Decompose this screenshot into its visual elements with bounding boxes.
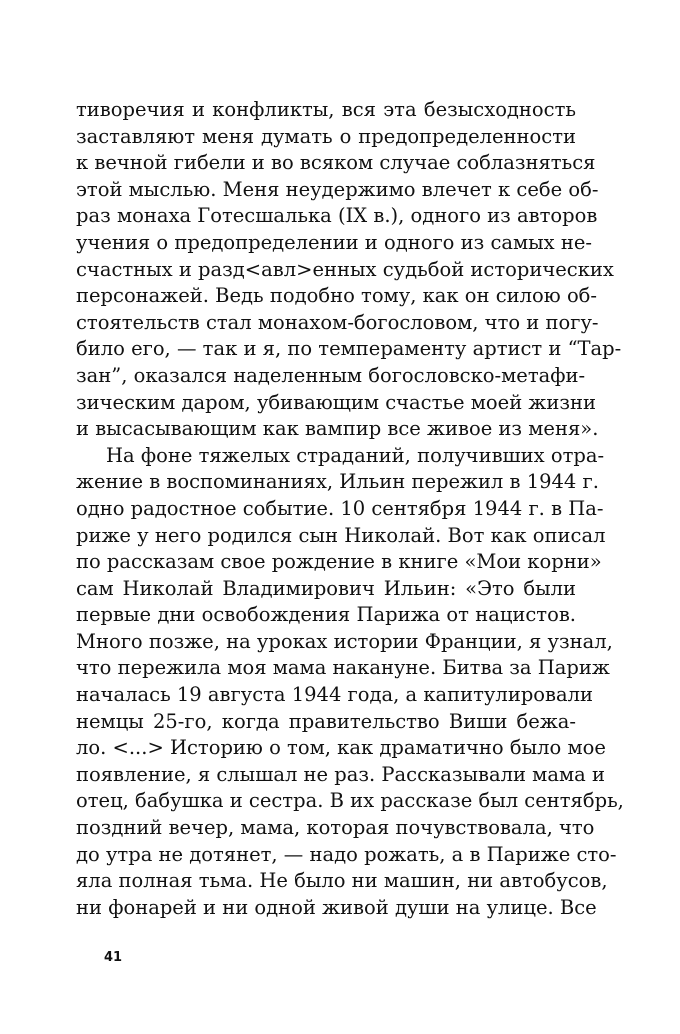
text-line: отец, бабушка и сестра. В их рассказе был сентябрь, xyxy=(76,789,624,813)
paragraph-start-line: На фоне тяжелых страданий, получивших отра- xyxy=(106,443,605,467)
text-line: до утра не дотянет, — надо рожать, а в Париже сто- xyxy=(76,842,617,866)
text-line: тиворечия и конфликты, вся эта безысходность xyxy=(76,98,576,121)
text-line: к вечной гибели и во всяком случае соблазняться xyxy=(76,151,596,175)
text-line: заставляют меня думать о предопределенности xyxy=(76,124,576,148)
text-line: жение в воспоминаниях, Ильин пережил в 1944 г. xyxy=(76,470,599,494)
text-line: зан”, оказался наделенным богословско-метафи- xyxy=(76,363,586,387)
text-line: учения о предопределении и одного из самых не- xyxy=(76,230,593,254)
text-line: появление, я слышал не раз. Рассказывали мама и xyxy=(76,762,605,786)
text-line: риже у него родился сын Николай. Вот как описал xyxy=(76,523,606,547)
text-line: этой мыслью. Меня неудержимо влечет к себе об- xyxy=(76,177,599,201)
text-line: по рассказам свое рождение в книге «Мои корни» xyxy=(76,550,602,574)
text-line: немцы 25-го, когда правительство Виши бежа- xyxy=(76,709,576,733)
text-line: счастных и разд<авл>енных судьбой исторических xyxy=(76,257,614,281)
text-line: персонажей. Ведь подобно тому, как он силою об- xyxy=(76,284,598,308)
text-line: что пережила моя мама накануне. Битва за Париж xyxy=(76,656,610,680)
paragraph-end-line: и высасывающим как вампир все живое из меня». xyxy=(76,417,599,441)
body-text xyxy=(76,97,624,921)
text-line: сам Николай Владимирович Ильин: «Это были xyxy=(76,576,576,600)
text-line: одно радостное событие. 10 сентября 1944 г. в Па- xyxy=(76,496,604,520)
text-line: поздний вечер, мама, которая почувствовала, что xyxy=(76,816,595,840)
page-number: 41 xyxy=(104,950,123,965)
text-line: яла полная тьма. Не было ни машин, ни автобусов, xyxy=(76,869,608,893)
text-line: зическим даром, убивающим счастье моей жизни xyxy=(76,390,596,414)
text-line: первые дни освобождения Парижа от нацистов. xyxy=(76,603,576,627)
text-line: ло. <...> Историю о том, как драматично было мое xyxy=(76,736,606,760)
text-line: ни фонарей и ни одной живой души на улице. Все xyxy=(76,895,597,919)
text-line: началась 19 августа 1944 года, а капитулировали xyxy=(76,683,594,707)
text-line: стоятельств стал монахом-богословом, что и погу- xyxy=(76,310,599,334)
text-line: било его, — так и я, по темпераменту артист и “Тар- xyxy=(76,337,622,361)
text-line: раз монаха Готесшалька (IX в.), одного из авторов xyxy=(76,204,598,228)
text-line: Много позже, на уроках истории Франции, я узнал, xyxy=(76,629,613,653)
